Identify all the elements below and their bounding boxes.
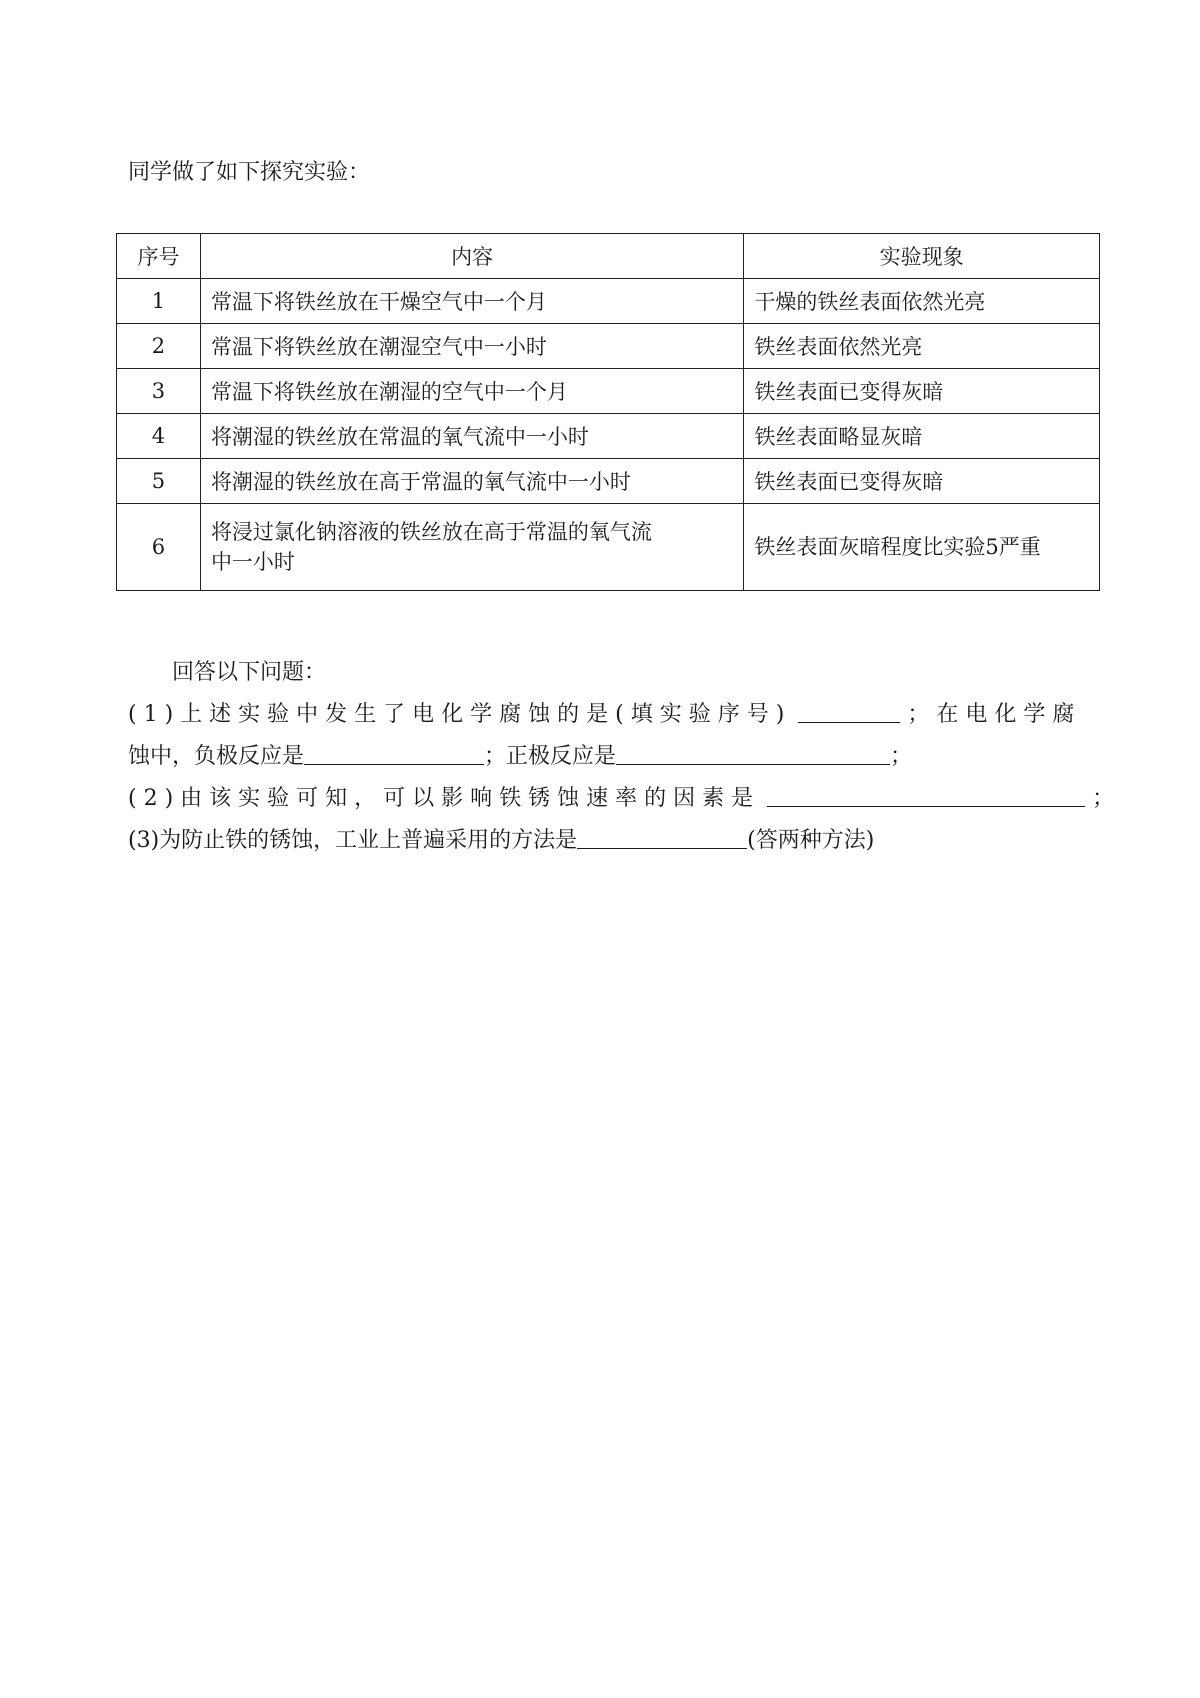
question-2 bbox=[128, 778, 1115, 820]
row-no: 4 bbox=[117, 414, 201, 459]
row-content: 将潮湿的铁丝放在高于常温的氧气流中一小时 bbox=[200, 459, 743, 504]
question-3-text: (3)为防止铁的锈蚀，工业上普遍采用的方法是 bbox=[128, 828, 578, 853]
row-result: 铁丝表面已变得灰暗 bbox=[744, 459, 1100, 504]
question-1-positive-label: ；正极反应是 bbox=[484, 744, 617, 769]
questions-prompt: 回答以下问题： bbox=[172, 660, 327, 685]
row-no: 3 bbox=[117, 369, 201, 414]
row-result: 铁丝表面略显灰暗 bbox=[744, 414, 1100, 459]
row-no: 6 bbox=[117, 504, 201, 591]
row-content: 常温下将铁丝放在潮湿的空气中一个月 bbox=[200, 369, 743, 414]
question-3-hint: (答两种方法) bbox=[747, 828, 875, 853]
experiment-table bbox=[116, 233, 1100, 591]
row-content bbox=[200, 504, 743, 591]
row-content: 将潮湿的铁丝放在常温的氧气流中一小时 bbox=[200, 414, 743, 459]
table-row bbox=[117, 414, 1100, 459]
row-result: 铁丝表面依然光亮 bbox=[744, 324, 1100, 369]
question-2-end: ； bbox=[1092, 786, 1115, 811]
table-row bbox=[117, 504, 1100, 591]
question-1-line-2 bbox=[128, 736, 1090, 778]
answer-blank-negative-electrode[interactable] bbox=[304, 740, 484, 765]
row-content: 常温下将铁丝放在潮湿空气中一小时 bbox=[200, 324, 743, 369]
table-row bbox=[117, 279, 1100, 324]
row-content-line: 将浸过氯化钠溶液的铁丝放在高于常温的氧气流 bbox=[210, 520, 652, 544]
answer-blank-3[interactable] bbox=[577, 824, 747, 849]
table-row bbox=[117, 369, 1100, 414]
row-content: 常温下将铁丝放在干燥空气中一个月 bbox=[200, 279, 743, 324]
row-no: 5 bbox=[117, 459, 201, 504]
intro-text: 同学做了如下探究实验： bbox=[128, 160, 371, 185]
row-no: 2 bbox=[117, 324, 201, 369]
question-1-end: ； bbox=[890, 744, 913, 769]
row-result: 铁丝表面已变得灰暗 bbox=[744, 369, 1100, 414]
row-result: 干燥的铁丝表面依然光亮 bbox=[744, 279, 1100, 324]
header-no: 序号 bbox=[117, 234, 201, 279]
question-2-text: (2)由该实验可知，可以影响铁锈蚀速率的因素是 bbox=[128, 786, 761, 811]
answer-blank-positive-electrode[interactable] bbox=[616, 740, 890, 765]
table-row bbox=[117, 324, 1100, 369]
question-1-text-cont: ；在电化学腐 bbox=[907, 702, 1082, 727]
answer-blank-1[interactable] bbox=[798, 698, 900, 723]
table-row bbox=[117, 459, 1100, 504]
question-3 bbox=[128, 820, 1090, 862]
question-1-text: (1)上述实验中发生了电化学腐蚀的是(填实验序号) bbox=[128, 702, 792, 727]
header-result: 实验现象 bbox=[744, 234, 1100, 279]
row-no: 1 bbox=[117, 279, 201, 324]
answer-blank-2[interactable] bbox=[767, 782, 1085, 807]
question-1-negative-label: 蚀中，负极反应是 bbox=[128, 744, 305, 769]
row-result: 铁丝表面灰暗程度比实验5严重 bbox=[744, 504, 1100, 591]
header-content: 内容 bbox=[200, 234, 743, 279]
row-content-line: 中一小时 bbox=[210, 550, 295, 574]
table-header-row bbox=[117, 234, 1100, 279]
question-1-line-1 bbox=[128, 694, 1090, 736]
